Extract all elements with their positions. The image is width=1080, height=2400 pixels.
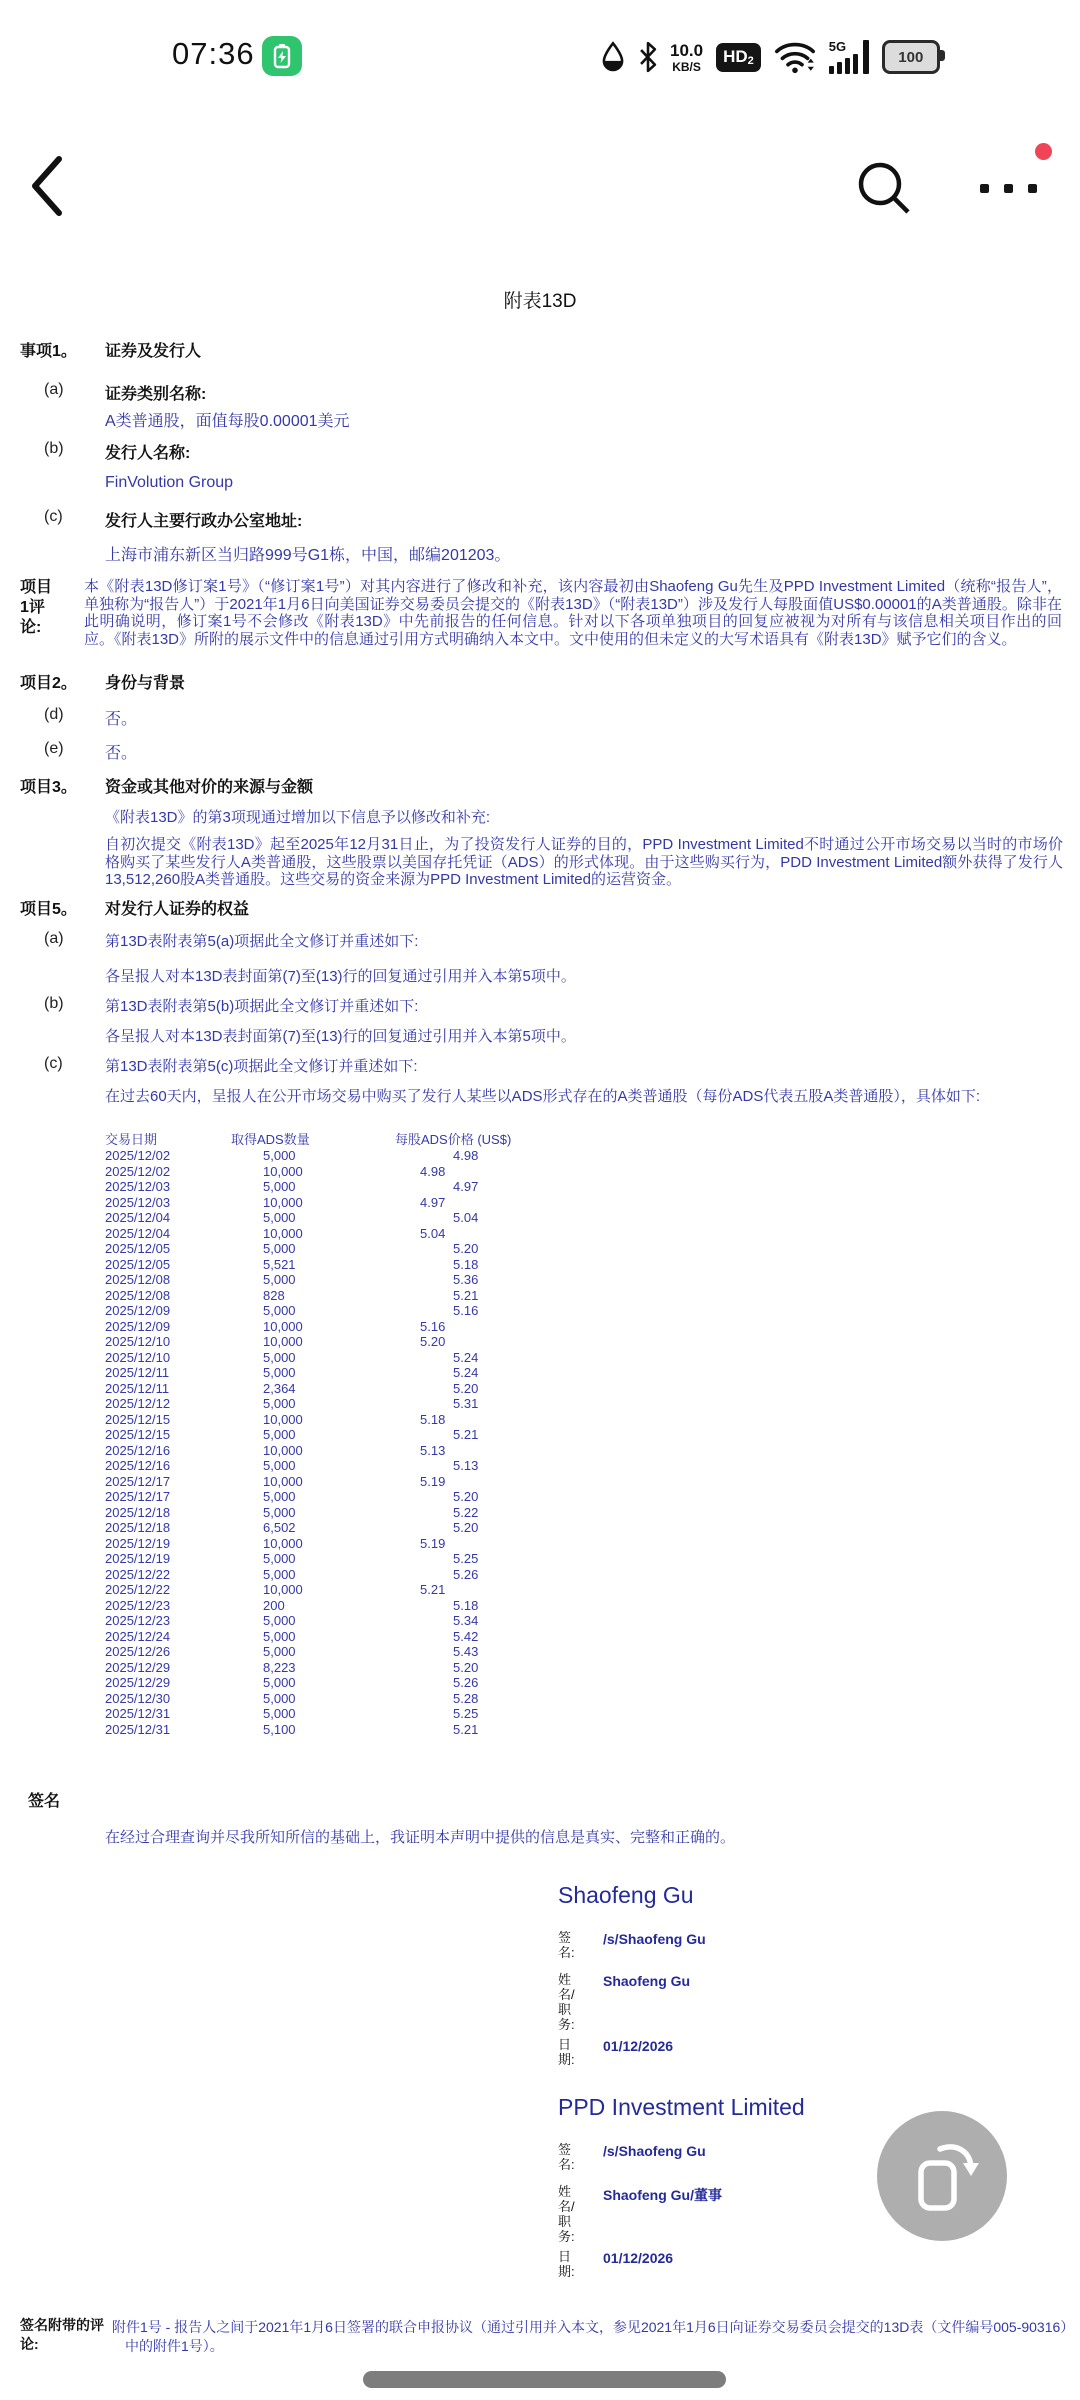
status-icons [600,32,1070,82]
sign-label: 签名: [558,1930,575,1960]
table-cell: 5.18 [453,1597,479,1613]
battery-bolt-glyph [270,43,294,69]
table-cell: 2025/12/22 [105,1582,171,1597]
table-cell: 2025/12/09 [105,1303,171,1318]
clock: 07:36 [172,36,255,71]
item5b-heading: 第13D表附表第5(b)项据此全文修订并重述如下: [105,998,419,1015]
table-header [105,1129,511,1148]
table-row [105,1722,478,1738]
item1a-heading: 证券类别名称: [105,386,207,403]
item1-comment-label: 项目1评论: [20,579,53,636]
table-cell: 5.28 [453,1690,479,1706]
signatory-heading: PPD Investment Limited [558,2094,805,2120]
table-row [105,1303,478,1319]
table-row [105,1489,478,1505]
table-cell: 5,000 [263,1613,296,1628]
item5-heading: 对发行人证券的权益 [105,901,250,918]
table-cell: 2025/12/05 [105,1256,171,1272]
item1c-letter: (c) [44,508,63,525]
table-cell: 10,000 [263,1473,303,1489]
table-cell: 5,000 [263,1349,296,1365]
table-cell: 10,000 [263,1194,303,1210]
table-cell: 5.04 [453,1210,479,1225]
table-cell: 4.97 [420,1194,446,1210]
table-cell: 5.16 [453,1303,479,1318]
table-cell: 5.26 [453,1566,479,1582]
item5c-letter: (c) [44,1055,63,1072]
table-cell: 5,000 [263,1365,296,1380]
certification-text: 在经过合理查询并尽我所知所信的基础上，我证明本声明中提供的信息是真实、完整和正确的。 [105,1829,736,1846]
table-cell: 2025/12/11 [105,1365,170,1380]
table-row [105,1567,478,1583]
wifi-icon [774,40,816,74]
item1-label: 事项1。 [20,343,77,360]
table-cell: 200 [263,1597,285,1613]
table-cell: 2025/12/02 [105,1163,171,1179]
table-cell: 828 [263,1287,285,1303]
table-cell: 5,000 [263,1241,296,1256]
menu-dot [1028,184,1037,193]
battery-icon [882,40,940,74]
table-cell: 5.20 [420,1334,446,1349]
item5c-heading: 第13D表附表第5(c)项据此全文修订并重述如下: [105,1058,418,1075]
table-row [105,1365,478,1381]
table-cell: 5.13 [453,1458,479,1473]
table-cell: 5.24 [453,1349,479,1365]
search-button[interactable] [854,158,914,223]
table-cell: 5.18 [420,1411,446,1427]
table-cell: 4.97 [453,1179,479,1194]
search-icon [854,158,914,218]
table-cell: 2025/12/18 [105,1504,171,1520]
table-cell: 2025/12/03 [105,1194,171,1210]
table-cell: 10,000 [263,1442,303,1458]
table-row [105,1598,478,1614]
table-cell: 2025/12/31 [105,1721,171,1737]
table-cell: 5.21 [453,1287,479,1303]
table-cell: 5.20 [453,1241,479,1256]
table-cell: 5,000 [263,1179,296,1194]
table-cell: 2025/12/12 [105,1396,171,1411]
network-speed-unit: KB/S [672,59,701,74]
table-row [105,1148,478,1164]
item2e-letter: (e) [44,740,64,757]
table-cell: 2025/12/19 [105,1551,171,1566]
table-row [105,1644,478,1660]
table-cell: 5.21 [420,1582,446,1597]
table-cell: 2025/12/30 [105,1690,171,1706]
item1c-value: 上海市浦东新区当归路999号G1栋，中国，邮编201203。 [105,547,511,564]
table-row [105,1691,478,1707]
bluetooth-icon [639,41,657,73]
table-row [105,1334,478,1350]
table-row [105,1319,478,1335]
table-cell: 2025/12/04 [105,1210,171,1225]
table-cell: 5.16 [420,1318,446,1334]
table-row [105,1536,478,1552]
table-cell: 2025/12/10 [105,1349,171,1365]
table-cell: 5.34 [453,1613,479,1628]
footnote-text: 附件1号 - 报告人之间于2021年1月6日签署的联合申报协议（通过引用并入本文，参见2021年1月6日向证券交易委员会提交的13D表（文件编号005-90316）中的附件1号）。 [112,2319,1068,2354]
table-cell: 2025/12/29 [105,1675,171,1690]
table-cell: 5.26 [453,1675,479,1690]
table-cell: 5,000 [263,1458,296,1473]
table-cell: 2025/12/19 [105,1535,171,1551]
table-cell: 5.21 [453,1427,479,1442]
table-row [105,1458,478,1474]
table-row [105,1582,478,1598]
table-row [105,1427,478,1443]
item2e-value: 否。 [105,745,138,762]
table-row [105,1195,478,1211]
table-row [105,1675,478,1691]
table-cell: 2025/12/09 [105,1318,171,1334]
table-row [105,1551,478,1567]
table-row [105,1474,478,1490]
table-row [105,1412,478,1428]
col-header-date: 交易日期 [105,1132,158,1147]
item1-comment-text: 本《附表13D修订案1号》（“修订案1号”）对其内容进行了修改和补充，该内容最初由Shaofeng Gu先生及PPD Investment Limited（统称“报告人”，单独称为“报告人”）于2021年1月6日向美国证券交易委员会提交的《附表13D》（“附表13D”）涉及发行人每股面值US$0.00001的A类普通股。除非在此明确说明，修订案1号不会修改《附表13D》中先前报告的任何信息。针对以下各项单独项目的回复应被视为对所有与该信息相关项目作出的回应。《附表13D》所附的展示文件中的信息通过引用方式明确纳入本文中。文中使用的但未定义的大写术语具有《附表13D》赋予它们的含义。 [84,578,1062,648]
notification-dot [1035,143,1052,160]
hd-voice-icon [716,43,761,72]
table-cell: 2025/12/18 [105,1520,171,1535]
network-speed-value: 10.0 [670,40,704,60]
table-cell: 2025/12/02 [105,1148,171,1163]
signatory-heading: Shaofeng Gu [558,1882,694,1908]
table-cell: 10,000 [263,1535,303,1551]
battery-level: 100 [898,48,924,66]
table-cell: 5.20 [453,1489,479,1504]
hd-label: HD [723,47,748,66]
item1b-heading: 发行人名称: [105,445,191,462]
table-cell: 5.25 [453,1551,479,1566]
item3-label: 项目3。 [20,779,77,796]
sign-value: /s/Shaofeng Gu [603,1931,706,1947]
table-cell: 10,000 [263,1163,303,1179]
sign-value: /s/Shaofeng Gu [603,2143,706,2159]
table-cell: 8,223 [263,1659,296,1675]
table-cell: 2025/12/16 [105,1458,171,1473]
table-row [105,1164,478,1180]
table-cell: 5,000 [263,1566,296,1582]
table-cell: 5.22 [453,1504,479,1520]
table-cell: 5.18 [453,1256,479,1272]
item3-text: 自初次提交《附表13D》起至2025年12月31日止，为了投资发行人证券的目的，PPD Investment Limited不时通过公开市场交易以当时的市场价格购买了某些发行人A类普通股，这些股票以美国存托凭证（ADS）的形式体现。由于这些购买行为，PDD Investment Limited额外获得了发行人13,512,260股A类普通股。这些交易的资金来源为PPD Investment Limited的运营资金。 [105,836,1063,888]
table-row [105,1706,478,1722]
item5-label: 项目5。 [20,901,77,918]
table-cell: 5,521 [263,1256,296,1272]
table-cell: 5,000 [263,1396,296,1411]
trades-rows [105,1148,478,1737]
table-cell: 5,000 [263,1644,296,1659]
table-cell: 2025/12/08 [105,1287,171,1303]
table-cell: 5,000 [263,1675,296,1690]
date-value: 01/12/2026 [603,2250,674,2266]
overflow-menu-button[interactable] [980,184,1037,193]
table-cell: 2025/12/26 [105,1644,171,1659]
document-title: 附表13D [503,291,577,312]
date-label: 日期: [558,2249,575,2279]
signature-block-gu [558,1882,1028,2112]
item1a-value: A类普通股，面值每股0.00001美元 [105,413,350,430]
sign-label: 签名: [558,2142,575,2172]
item1a-letter: (a) [44,381,64,398]
table-cell: 5.36 [453,1272,479,1287]
item1b-value: FinVolution Group [105,474,234,491]
table-row [105,1613,478,1629]
menu-dot [1004,184,1013,193]
item5a-value: 各呈报人对本13D表封面第(7)至(13)行的回复通过引用并入本第5项中。 [105,968,576,985]
charging-battery-icon [262,36,302,76]
table-row [105,1210,478,1226]
signal-5g-icon [829,40,869,74]
table-cell: 10,000 [263,1225,303,1241]
col-header-price: 每股ADS价格 (US$) [395,1132,512,1147]
table-cell: 2025/12/29 [105,1659,171,1675]
table-cell: 5.20 [453,1520,479,1535]
table-cell: 2025/12/08 [105,1272,171,1287]
table-cell: 2025/12/15 [105,1427,171,1442]
table-cell: 2025/12/22 [105,1566,171,1582]
hd-sub: 2 [747,55,754,67]
item5a-heading: 第13D表附表第5(a)项据此全文修订并重述如下: [105,933,419,950]
col-header-quantity: 取得ADS数量 [231,1132,310,1147]
table-cell: 4.98 [453,1148,479,1163]
item2-label: 项目2。 [20,675,77,692]
table-cell: 4.98 [420,1163,446,1179]
name-title-label: 姓名/职务: [558,1972,575,2032]
table-row [105,1629,478,1645]
table-row [105,1443,478,1459]
table-cell: 2025/12/16 [105,1442,171,1458]
item3-heading: 资金或其他对价的来源与金额 [105,779,314,796]
table-cell: 5.31 [453,1396,479,1411]
table-cell: 2025/12/31 [105,1706,171,1721]
table-cell: 2025/12/10 [105,1334,171,1349]
table-cell: 10,000 [263,1334,303,1349]
table-cell: 5,000 [263,1706,296,1721]
network-type-label: 5G [828,39,847,54]
network-speed [670,42,703,73]
item2d-value: 否。 [105,711,138,728]
table-row [105,1396,478,1412]
rotate-screen-button[interactable] [877,2111,1007,2241]
table-row [105,1350,478,1366]
table-cell: 2025/12/11 [105,1380,170,1396]
table-cell: 6,502 [263,1520,296,1535]
table-cell: 5.24 [453,1365,479,1380]
name-title-label: 姓名/职务: [558,2184,575,2244]
table-cell: 5.25 [453,1706,479,1721]
item5b-value: 各呈报人对本13D表封面第(7)至(13)行的回复通过引用并入本第5项中。 [105,1028,576,1045]
table-cell: 5,000 [263,1489,296,1504]
table-cell: 2,364 [263,1380,296,1396]
table-cell: 5,000 [263,1303,296,1318]
table-row [105,1257,478,1273]
table-cell: 2025/12/23 [105,1613,171,1628]
name-title-value: Shaofeng Gu/董事 [603,2187,722,2203]
table-cell: 2025/12/15 [105,1411,171,1427]
table-row [105,1660,478,1676]
back-chevron-icon [28,154,64,218]
table-cell: 5.21 [453,1721,479,1737]
item3-intro: 《附表13D》的第3项现通过增加以下信息予以修改和补充: [105,809,491,826]
table-row [105,1381,478,1397]
item2-heading: 身份与背景 [105,675,186,692]
rotate-phone-icon [902,2136,982,2216]
table-cell: 5,000 [263,1427,296,1442]
table-row [105,1241,478,1257]
item2d-letter: (d) [44,706,64,723]
table-cell: 5.04 [420,1225,446,1241]
table-cell: 5.42 [453,1628,479,1644]
table-cell: 5.43 [453,1644,479,1659]
table-row [105,1505,478,1521]
table-cell: 10,000 [263,1411,303,1427]
table-row [105,1520,478,1536]
item5a-letter: (a) [44,930,64,947]
table-cell: 5,000 [263,1551,296,1566]
table-cell: 5,000 [263,1148,296,1163]
table-cell: 10,000 [263,1582,303,1597]
table-cell: 2025/12/04 [105,1225,171,1241]
table-cell: 2025/12/17 [105,1473,171,1489]
table-cell: 5,000 [263,1690,296,1706]
table-cell: 5.20 [453,1659,479,1675]
table-row [105,1179,478,1195]
table-row [105,1288,478,1304]
table-cell: 10,000 [263,1318,303,1334]
table-cell: 5.13 [420,1442,446,1458]
date-label: 日期: [558,2037,575,2067]
item5b-letter: (b) [44,995,64,1012]
table-cell: 5,000 [263,1272,296,1287]
table-cell: 5.19 [420,1473,446,1489]
table-cell: 5,100 [263,1721,296,1737]
table-cell: 5,000 [263,1504,296,1520]
water-drop-icon [600,41,626,73]
table-cell: 2025/12/23 [105,1597,171,1613]
table-row [105,1272,478,1288]
table-row [105,1226,478,1242]
signature-section-label: 签名 [28,1793,61,1810]
table-cell: 5.20 [453,1380,479,1396]
item1-heading: 证券及发行人 [105,343,202,360]
table-cell: 2025/12/05 [105,1241,171,1256]
table-cell: 2025/12/17 [105,1489,171,1504]
item1b-letter: (b) [44,440,64,457]
table-cell: 5,000 [263,1628,296,1644]
table-cell: 2025/12/03 [105,1179,171,1194]
table-cell: 5.19 [420,1535,446,1551]
menu-dot [980,184,989,193]
name-title-value: Shaofeng Gu [603,1973,691,1989]
footnote-label: 签名附带的评论: [20,2317,104,2352]
item1c-heading: 发行人主要行政办公室地址: [105,513,303,530]
table-cell: 2025/12/24 [105,1628,171,1644]
home-indicator[interactable] [363,2371,726,2388]
item5c-value: 在过去60天内，呈报人在公开市场交易中购买了发行人某些以ADS形式存在的A类普通股（每份ADS代表五股A类普通股），具体如下: [105,1088,981,1105]
table-cell: 5,000 [263,1210,296,1225]
back-button[interactable] [28,154,64,223]
date-value: 01/12/2026 [603,2038,674,2054]
